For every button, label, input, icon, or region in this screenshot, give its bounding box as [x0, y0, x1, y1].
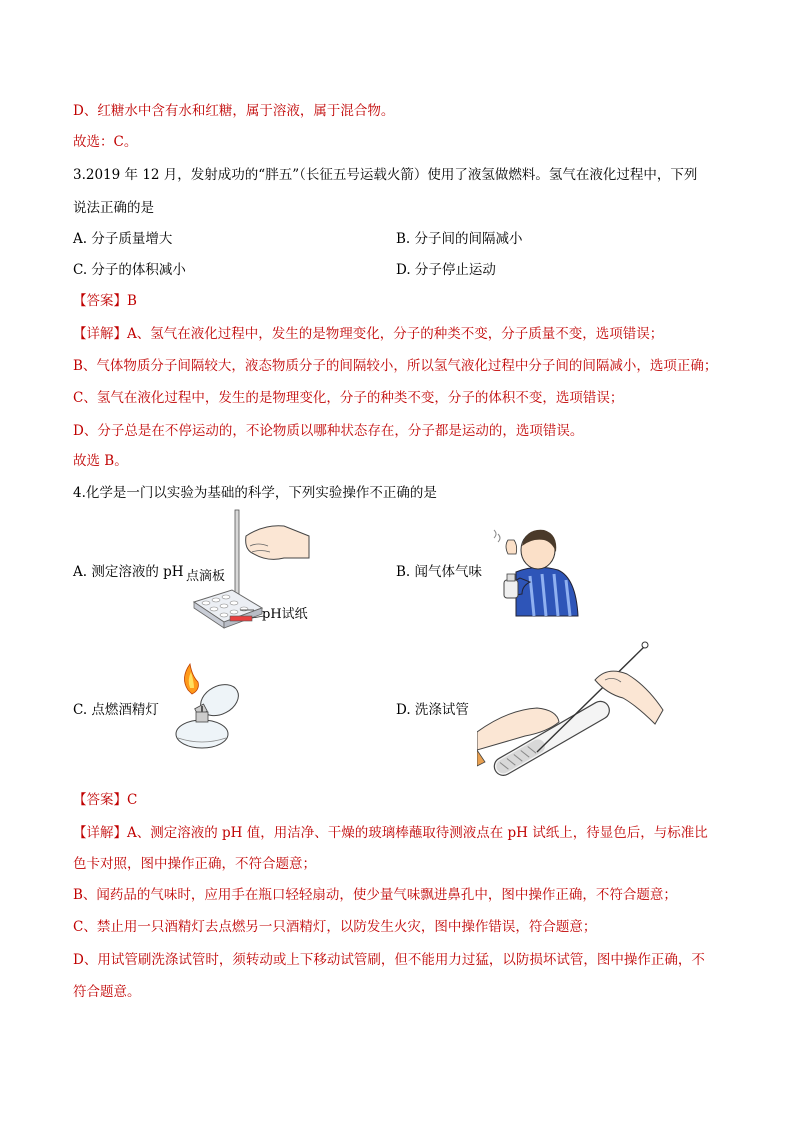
lighting-alcohol-lamp-figure	[160, 662, 244, 752]
q4-analysis-line: D、用试管刷洗涤试管时，须转动或上下移动试管刷，但不能用力过猛，以防损坏试管，图中操作正确，不	[73, 952, 705, 968]
q4-option-a: A. 测定溶液的 pH	[73, 564, 184, 580]
q4-option-c: C. 点燃酒精灯	[73, 702, 159, 718]
q3-stem-line2: 说法正确的是	[73, 200, 154, 216]
q3-stem-line1: 3.2019 年 12 月，发射成功的“胖五”（长征五号运载火箭）使用了液氢做燃料。氢气在液化过程中，下列	[73, 167, 698, 183]
q3-analysis-line: C、氢气在液化过程中，发生的是物理变化，分子的种类不变，分子的体积不变，选项错误；	[73, 390, 624, 406]
q4-analysis-line: B、闻药品的气味时，应用手在瓶口轻轻扇动，使少量气味飘进鼻孔中，图中操作正确，不符合题意；	[73, 887, 677, 903]
q4-answer: 【答案】C	[73, 792, 138, 808]
q3-option-a: A. 分子质量增大	[73, 231, 173, 247]
q3-answer: 【答案】B	[73, 293, 137, 309]
q4-option-b: B. 闻气体气味	[396, 564, 483, 580]
q3-analysis-line: 【详解】A、氢气在液化过程中，发生的是物理变化，分子的种类不变，分子质量不变，选项错误；	[73, 326, 664, 342]
washing-test-tube-figure	[477, 640, 665, 778]
q2-option-d-analysis: D、红糖水中含有水和红糖，属于溶液，属于混合物。	[73, 103, 395, 119]
q2-conclusion: 故选：C。	[73, 134, 138, 150]
q3-option-d: D. 分子停止运动	[396, 262, 496, 278]
q4-stem: 4.化学是一门以实验为基础的科学，下列实验操作不正确的是	[73, 485, 437, 501]
q4-analysis-line: 色卡对照，图中操作正确，不符合题意；	[73, 856, 316, 872]
q3-option-b: B. 分子间的间隔减小	[396, 231, 523, 247]
ph-paper-label: pH试纸	[262, 607, 308, 622]
q4-analysis-line: C、禁止用一只酒精灯去点燃另一只酒精灯，以防发生火灾，图中操作错误，符合题意；	[73, 919, 597, 935]
smelling-gas-figure	[486, 520, 582, 618]
q4-analysis-line: 【详解】A、测定溶液的 pH 值，用洁净、干燥的玻璃棒蘸取待测液点在 pH 试纸上，待显色后，与标准比	[73, 825, 708, 841]
q3-analysis-line: D、分子总是在不停运动的，不论物质以哪种状态存在，分子都是运动的，选项错误。	[73, 423, 584, 439]
spot-plate-label: 点滴板	[186, 569, 226, 584]
q4-analysis-line: 符合题意。	[73, 984, 141, 1000]
q3-conclusion: 故选 B。	[73, 453, 128, 469]
q3-option-c: C. 分子的体积减小	[73, 262, 186, 278]
q3-analysis-line: B、气体物质分子间隔较大，液态物质分子的间隔较小，所以氢气液化过程中分子间的间隔减小，选项正确；	[73, 358, 718, 374]
q4-option-d: D. 洗涤试管	[396, 702, 469, 718]
